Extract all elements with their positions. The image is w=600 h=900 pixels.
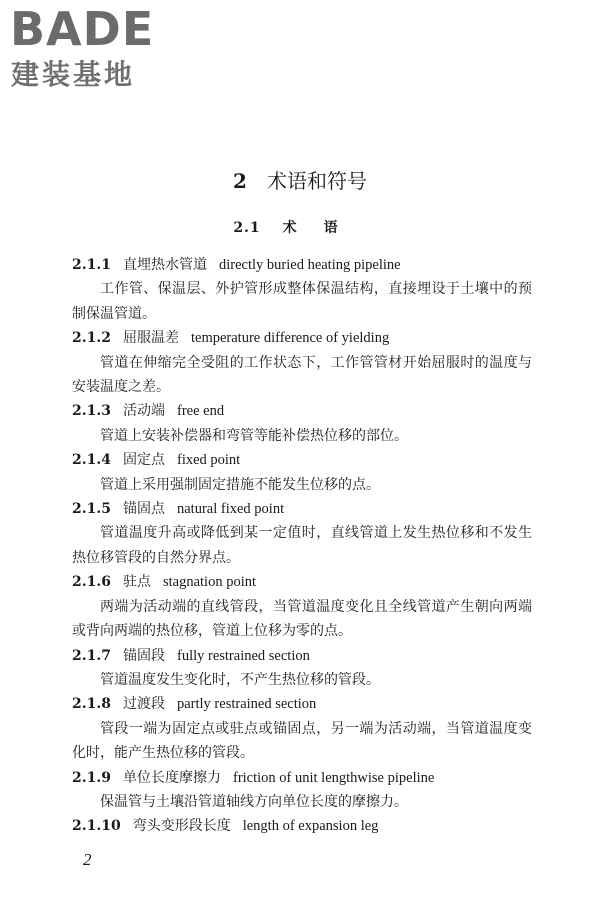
term-chinese: 锚固段 bbox=[122, 647, 165, 664]
term-english: fixed point bbox=[176, 452, 241, 469]
term-entry bbox=[72, 326, 532, 399]
term-heading-line bbox=[72, 814, 532, 838]
term-entry bbox=[72, 399, 532, 448]
term-heading-line bbox=[72, 766, 532, 790]
term-english: stagnation point bbox=[162, 574, 257, 591]
term-number: 2.1.8 bbox=[72, 696, 111, 713]
term-definition: 两端为活动端的直线管段，当管道温度变化且全线管道产生朝向两端或背向两端的热位移，管道上位移为零的点。 bbox=[72, 598, 532, 640]
term-chinese: 弯头变形段长度 bbox=[132, 818, 231, 835]
term-chinese: 单位长度摩擦力 bbox=[122, 769, 221, 786]
term-chinese: 屈服温差 bbox=[122, 330, 179, 347]
term-chinese: 锚固点 bbox=[122, 501, 165, 518]
term-english: length of expansion leg bbox=[242, 818, 379, 835]
term-english: directly buried heating pipeline bbox=[218, 257, 401, 273]
term-definition: 管道在伸缩完全受阻的工作状态下，工作管管材开始屈服时的温度与安装温度之差。 bbox=[72, 354, 532, 396]
term-heading-line bbox=[72, 326, 532, 350]
section-heading bbox=[0, 218, 572, 238]
term-definition: 管道上采用强制固定措施不能发生位移的点。 bbox=[100, 476, 380, 493]
term-entry bbox=[72, 766, 532, 815]
term-entry bbox=[72, 448, 532, 497]
term-number: 2.1.7 bbox=[72, 647, 111, 664]
term-chinese: 驻点 bbox=[122, 574, 151, 591]
term-number: 2.1.6 bbox=[72, 574, 111, 591]
term-number: 2.1.10 bbox=[72, 818, 121, 835]
page-number: 2 bbox=[83, 850, 92, 869]
term-chinese: 过渡段 bbox=[122, 696, 165, 713]
terms-list bbox=[72, 253, 532, 839]
term-english: friction of unit lengthwise pipeline bbox=[232, 769, 435, 786]
term-number: 2.1.3 bbox=[72, 403, 111, 420]
chapter-title: 术语和符号 bbox=[266, 169, 367, 193]
term-definition: 保温管与土壤沿管道轴线方向单位长度的摩擦力。 bbox=[100, 793, 408, 810]
term-english: free end bbox=[176, 403, 225, 420]
term-definition: 管道上安装补偿器和弯管等能补偿热位移的部位。 bbox=[100, 427, 408, 444]
term-number: 2.1.9 bbox=[72, 769, 111, 786]
term-english: partly restrained section bbox=[176, 696, 317, 713]
term-heading-line bbox=[72, 497, 532, 521]
term-heading-line bbox=[72, 570, 532, 594]
term-definition: 管段一端为固定点或驻点或锚固点，另一端为活动端，当管道温度变化时，能产生热位移的管段。 bbox=[72, 720, 532, 762]
term-english: fully restrained section bbox=[176, 647, 310, 664]
term-number: 2.1.1 bbox=[72, 257, 111, 273]
section-title-part1: 术 bbox=[282, 220, 298, 236]
term-heading-line bbox=[72, 399, 532, 423]
term-number: 2.1.4 bbox=[72, 452, 111, 469]
term-entry bbox=[72, 814, 532, 838]
term-entry bbox=[72, 692, 532, 765]
term-entry bbox=[72, 570, 532, 643]
term-chinese: 直埋热水管道 bbox=[122, 257, 207, 273]
term-english: natural fixed point bbox=[176, 501, 285, 518]
term-heading-line bbox=[72, 253, 532, 277]
section-number: 2.1 bbox=[233, 220, 261, 236]
term-definition: 管道温度升高或降低到某一定值时，直线管道上发生热位移和不发生热位移管段的自然分界点。 bbox=[72, 525, 532, 566]
chapter-number: 2 bbox=[233, 169, 247, 193]
term-entry bbox=[72, 497, 532, 570]
chapter-heading bbox=[0, 168, 600, 194]
term-chinese: 固定点 bbox=[122, 452, 165, 469]
term-english: temperature difference of yielding bbox=[190, 330, 390, 347]
logo-subtitle-text: 建装基地 bbox=[11, 58, 136, 91]
term-definition: 管道温度发生变化时，不产生热位移的管段。 bbox=[100, 671, 380, 688]
term-entry bbox=[72, 644, 532, 693]
term-chinese: 活动端 bbox=[122, 403, 165, 420]
term-heading-line bbox=[72, 448, 532, 472]
section-title-part2: 语 bbox=[323, 220, 339, 236]
term-heading-line bbox=[72, 644, 532, 668]
term-entry bbox=[72, 253, 532, 326]
term-number: 2.1.2 bbox=[72, 330, 111, 347]
term-number: 2.1.5 bbox=[72, 501, 111, 518]
logo-brand-text: BADE bbox=[10, 2, 155, 56]
term-definition: 工作管、保温层、外护管形成整体保温结构，直接埋设于土壤中的预制保温管道。 bbox=[72, 281, 532, 322]
term-heading-line bbox=[72, 692, 532, 716]
bade-logo bbox=[10, 4, 180, 96]
